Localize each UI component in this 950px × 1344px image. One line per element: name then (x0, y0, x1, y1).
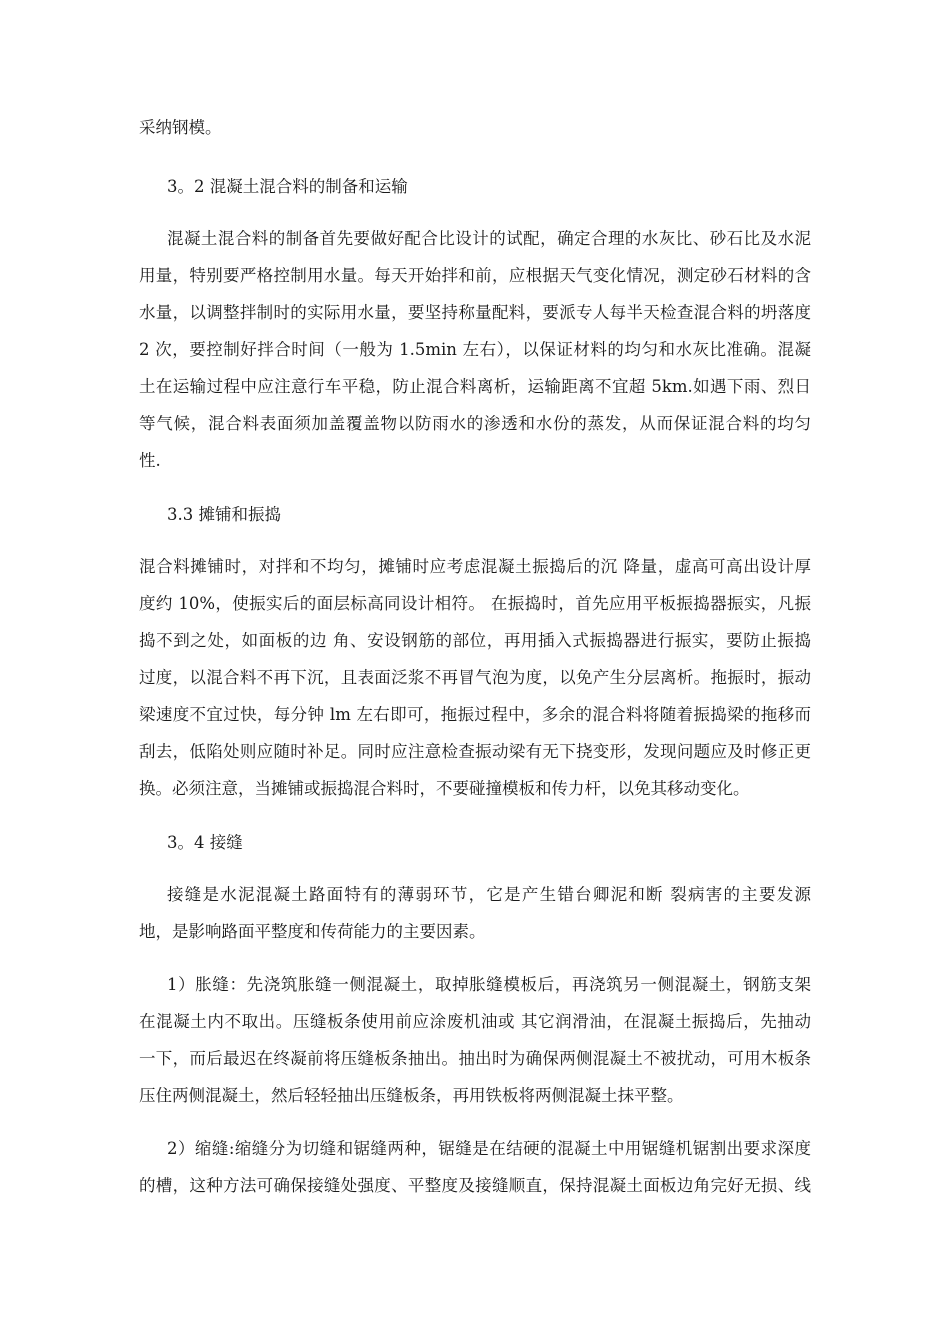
paragraph-line: 土在运输过程中应注意行车平稳，防止混合料离析，运输距离不宜超 5km.如遇下雨、烈日 (139, 377, 811, 396)
paragraph-line: 1）胀缝：先浇筑胀缝一侧混凝土，取掉胀缝模板后，再浇筑另一侧混凝土，钢筋支架 (167, 975, 811, 994)
paragraph-line: 2）缩缝:缩缝分为切缝和锯缝两种，锯缝是在结硬的混凝土中用锯缝机锯割出要求深度 (167, 1139, 811, 1158)
paragraph-line: 水量，以调整拌制时的实际用水量，要坚持称量配料，要派专人每半天检查混合料的坍落度 (139, 303, 811, 322)
paragraph-line: 捣不到之处，如面板的边 角、安设钢筋的部位，再用插入式振捣器进行振实，要防止振捣 (139, 631, 811, 650)
paragraph-line: 压住两侧混凝土，然后轻轻抽出压缝板条，再用铁板将两侧混凝土抹平整。 (139, 1086, 684, 1105)
paragraph-line: 混凝土混合料的制备首先要做好配合比设计的试配，确定合理的水灰比、砂石比及水泥 (167, 229, 811, 248)
paragraph-line: 在混凝土内不取出。压缝板条使用前应涂废机油或 其它润滑油，在混凝土振捣后，先抽动 (139, 1012, 811, 1031)
paragraph-line: 性. (139, 451, 161, 470)
paragraph-line: 梁速度不宜过快，每分钟 lm 左右即可，拖振过程中，多余的混合料将随着振捣梁的拖移而 (139, 705, 811, 724)
paragraph-line: 过度，以混合料不再下沉，且表面泛浆不再冒气泡为度，以免产生分层离析。拖振时，振动 (139, 668, 811, 687)
section-heading: 3。2 混凝土混合料的制备和运输 (167, 177, 408, 196)
paragraph-line: 等气候，混合料表面须加盖覆盖物以防雨水的渗透和水份的蒸发，从而保证混合料的均匀 (139, 414, 811, 433)
paragraph-line: 地，是影响路面平整度和传荷能力的主要因素。 (139, 922, 486, 941)
section-heading: 3。4 接缝 (167, 833, 243, 852)
paragraph-line: 换。必须注意，当摊铺或振捣混合料时，不要碰撞模板和传力杆，以免其移动变化。 (139, 779, 750, 798)
paragraph-line: 采纳钢模。 (139, 118, 222, 137)
paragraph-line: 一下，而后最迟在终凝前将压缝板条抽出。抽出时为确保两侧混凝土不被扰动，可用木板条 (139, 1049, 811, 1068)
paragraph-line: 的槽，这种方法可确保接缝处强度、平整度及接缝顺直，保持混凝土面板边角完好无损、线 (139, 1176, 811, 1195)
paragraph-line: 用量，特别要严格控制用水量。每天开始拌和前，应根据天气变化情况，测定砂石材料的含 (139, 266, 811, 285)
paragraph-line: 接缝是水泥混凝土路面特有的薄弱环节，它是产生错台卿泥和断 裂病害的主要发源 (167, 885, 811, 904)
paragraph-line: 混合料摊铺时，对拌和不均匀，摊铺时应考虑混凝土振捣后的沉 降量，虚高可高出设计厚 (139, 557, 811, 576)
paragraph-line: 2 次，要控制好拌合时间（一般为 1.5min 左右），以保证材料的均匀和水灰比准确。混凝 (139, 340, 811, 359)
paragraph-line: 刮去，低陷处则应随时补足。同时应注意检查振动梁有无下挠变形，发现问题应及时修正更 (139, 742, 811, 761)
paragraph-line: 度约 10%，使振实后的面层标高同设计相符。 在振捣时，首先应用平板振捣器振实，凡振 (139, 594, 811, 613)
section-heading: 3.3 摊铺和振捣 (167, 505, 281, 524)
